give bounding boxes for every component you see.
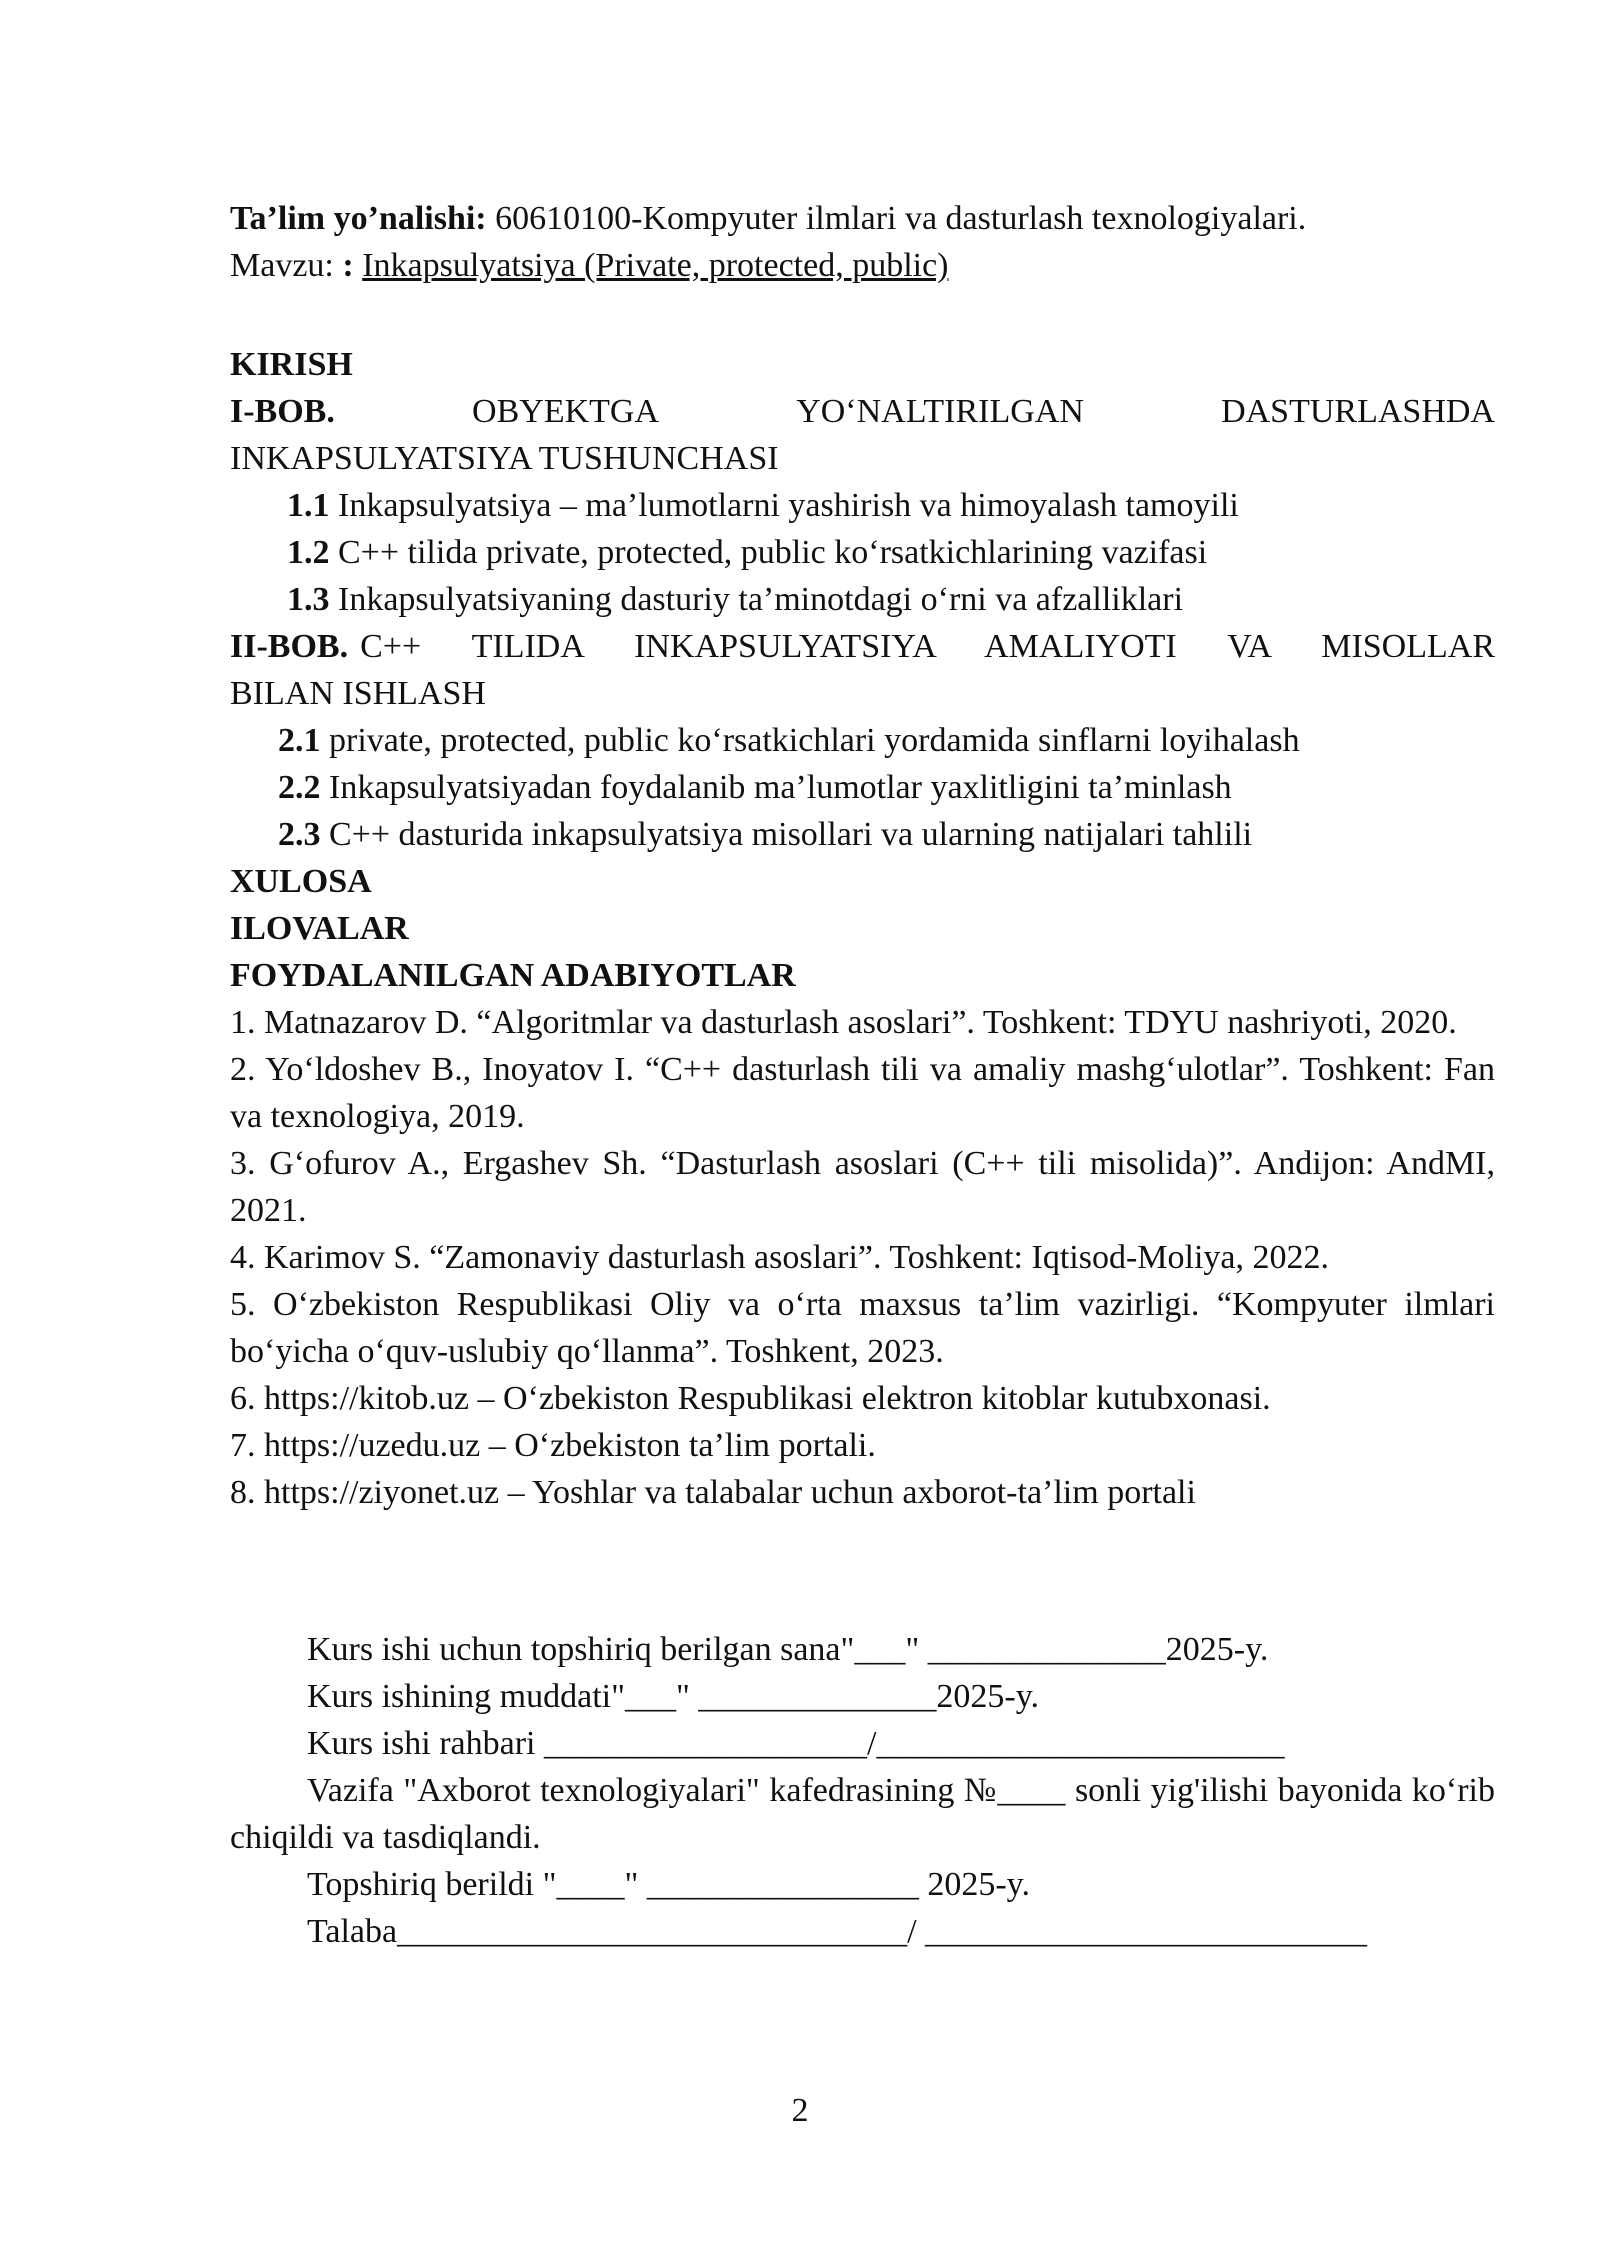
- department-approval-line: Vazifa "Axborot texnologiyalari" kafedrasining №____ sonli yig'ilishi bayonida ko‘rib chiqildi va tasdiqlandi.: [230, 1772, 1495, 1856]
- section-number: 1.2: [287, 534, 330, 571]
- yonalish-line: [230, 195, 1495, 242]
- reference-item: 8. https://ziyonet.uz – Yoshlar va talabalar uchun axborot-ta’lim portali: [230, 1474, 1196, 1511]
- section-title: C++ tilida private, protected, public ko‘rsatkichlarining vazifasi: [329, 534, 1208, 571]
- ilovalar-heading: ILOVALAR: [230, 910, 409, 947]
- toc-section-1-3: [230, 576, 1495, 623]
- reference-item: 1. Matnazarov D. “Algoritmlar va dasturlash asoslari”. Toshkent: TDYU nashriyoti, 2020.: [230, 1004, 1457, 1041]
- bob2-prefix: II-BOB.: [230, 628, 349, 665]
- supervisor-line: Kurs ishi rahbari ___________________/________________________: [307, 1725, 1285, 1762]
- reference-item: 3. G‘ofurov A., Ergashev Sh. “Dasturlash asoslari (C++ tili misolida)”. Andijon: AndMI, 2021.: [230, 1145, 1495, 1229]
- bob1-word-1: OBYEKTGA: [472, 393, 660, 430]
- mavzu-colon: :: [342, 247, 354, 284]
- toc-bob2-line1: [230, 623, 1495, 670]
- page-number: 2: [791, 2092, 809, 2129]
- section-number: 2.3: [278, 816, 321, 853]
- bob1-prefix: I-BOB.: [230, 393, 335, 430]
- section-title: private, protected, public ko‘rsatkichlari yordamida sinflarni loyihalash: [320, 722, 1300, 759]
- reference-item: 6. https://kitob.uz – O‘zbekiston Respublikasi elektron kitoblar kutubxonasi.: [230, 1380, 1271, 1417]
- toc-xulosa: [230, 858, 1495, 905]
- bob1-word-2: YO‘NALTIRILGAN: [796, 393, 1084, 430]
- reference-list: [230, 999, 1495, 1516]
- mavzu-label: Mavzu:: [230, 247, 343, 284]
- toc-section-2-2: [230, 764, 1495, 811]
- issued-date-line: Topshiriq berildi "____" ________________ 2025-y.: [307, 1866, 1030, 1903]
- section-title: Inkapsulyatsiyadan foydalanib ma’lumotlar yaxlitligini ta’minlash: [320, 769, 1232, 806]
- toc-ilovalar: [230, 905, 1495, 952]
- section-number: 1.3: [287, 581, 330, 618]
- toc-kirish: [230, 341, 1495, 388]
- section-title: Inkapsulyatsiya – ma’lumotlarni yashirish va himoyalash tamoyili: [329, 487, 1239, 524]
- toc-section-1-2: [230, 529, 1495, 576]
- student-signature-line: Talaba______________________________/ __________________________: [307, 1913, 1368, 1950]
- section-number: 1.1: [287, 487, 330, 524]
- mavzu-line: [230, 242, 1495, 289]
- section-number: 2.2: [278, 769, 321, 806]
- bob2-title: C++ TILIDA INKAPSULYATSIYA AMALIYOTI VA MISOLLAR: [360, 628, 1495, 665]
- adabiyotlar-heading: FOYDALANILGAN ADABIYOTLAR: [230, 957, 796, 994]
- section-number: 2.1: [278, 722, 321, 759]
- spacer: [230, 289, 1495, 341]
- yonalish-value: 60610100-Kompyuter ilmlari va dasturlash texnologiyalari.: [486, 200, 1307, 237]
- toc-section-1-1: [230, 482, 1495, 529]
- toc-section-2-3: [230, 811, 1495, 858]
- section-title: C++ dasturida inkapsulyatsiya misollari va ularning natijalari tahlili: [320, 816, 1253, 853]
- kirish-heading: KIRISH: [230, 346, 353, 383]
- document-page: [230, 195, 1495, 1955]
- yonalish-label: Ta’lim yo’nalishi:: [230, 200, 487, 237]
- toc-bob2-line2: BILAN ISHLASH: [230, 675, 486, 712]
- xulosa-heading: XULOSA: [230, 863, 372, 900]
- toc-bob1-line1: [230, 388, 1495, 435]
- bob1-word-3: DASTURLASHDA: [1221, 393, 1495, 430]
- reference-item: 7. https://uzedu.uz – O‘zbekiston ta’lim portali.: [230, 1427, 876, 1464]
- mavzu-value: Inkapsulyatsiya (Private, protected, public): [362, 247, 949, 284]
- reference-item: 2. Yo‘ldoshev B., Inoyatov I. “C++ dasturlash tili va amaliy mashg‘ulotlar”. Toshkent: Fan va texnologiya, 2019.: [230, 1051, 1495, 1135]
- toc-adabiyotlar: [230, 952, 1495, 999]
- deadline-line: Kurs ishining muddati"___" ______________2025-y.: [307, 1678, 1039, 1715]
- section-title: Inkapsulyatsiyaning dasturiy ta’minotdagi o‘rni va afzalliklari: [329, 581, 1184, 618]
- toc-bob1-line2: INKAPSULYATSIYA TUSHUNCHASI: [230, 440, 779, 477]
- reference-item: 4. Karimov S. “Zamonaviy dasturlash asoslari”. Toshkent: Iqtisod-Moliya, 2022.: [230, 1239, 1329, 1276]
- reference-item: 5. O‘zbekiston Respublikasi Oliy va o‘rta maxsus ta’lim vazirligi. “Kompyuter ilmlari bo‘yicha o‘quv-uslubiy qo‘llanma”. Toshkent, 2023.: [230, 1286, 1495, 1370]
- toc-section-2-1: [230, 717, 1495, 764]
- assignment-date-line: Kurs ishi uchun topshiriq berilgan sana"___" ______________2025-y.: [307, 1631, 1269, 1668]
- spacer: [230, 1516, 1495, 1626]
- assignment-block: [230, 1626, 1495, 1955]
